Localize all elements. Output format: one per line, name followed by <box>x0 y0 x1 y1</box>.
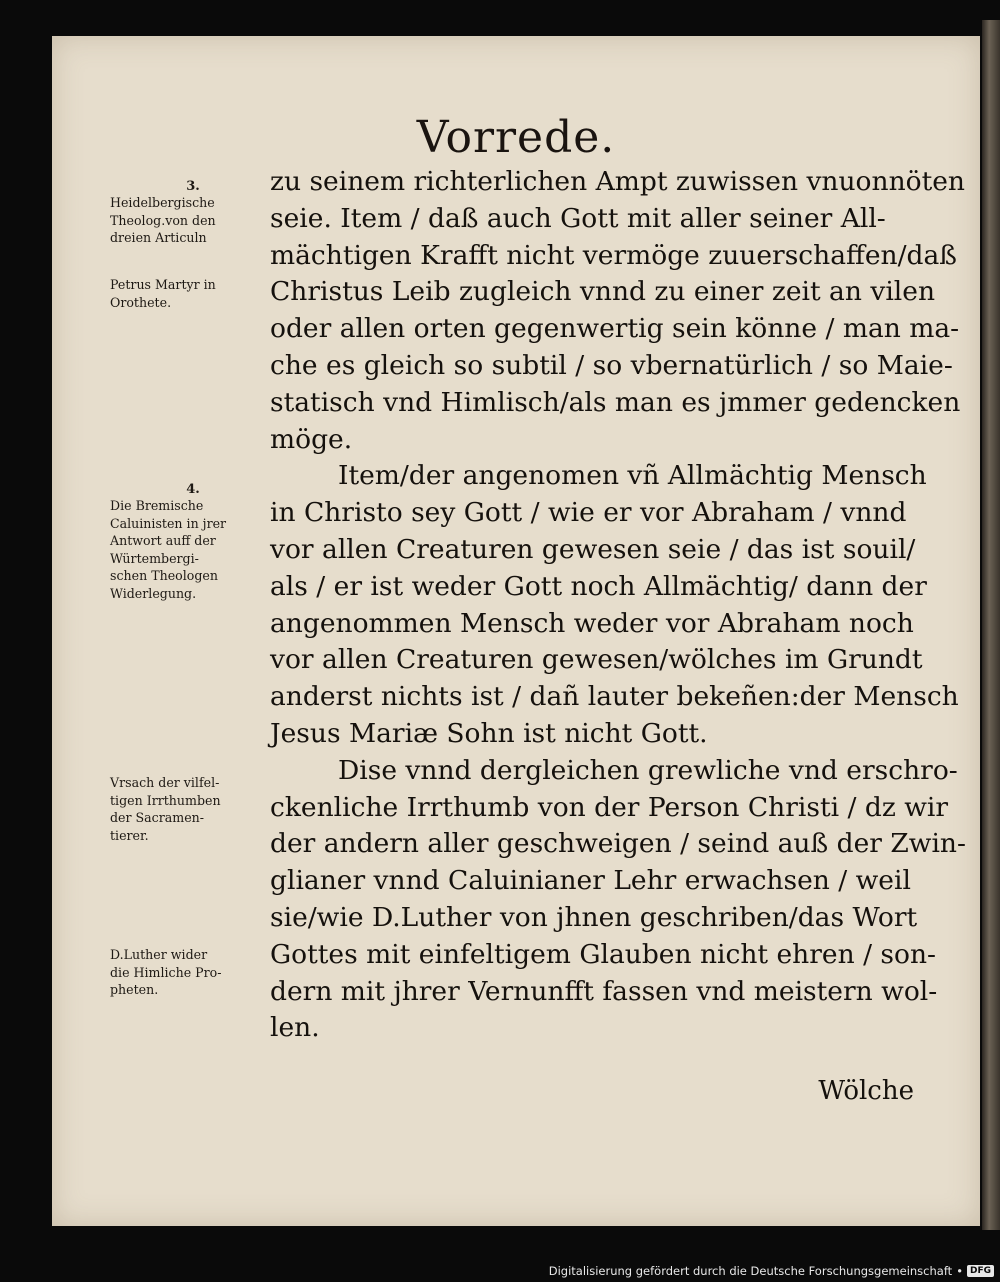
text-line: che es gleich so subtil / so vbernatürlich / so Maie- <box>270 349 953 381</box>
margin-note-number: 3. <box>186 179 200 194</box>
text-line: in Christo sey Gott / wie er vor Abraham / vnnd <box>270 497 907 529</box>
text-line: der andern aller geschweigen / seind auß der Zwin- <box>270 828 966 860</box>
margin-note-line: Petrus Martyr in <box>110 277 216 292</box>
text-line: Dise vnnd dergleichen grewliche vnd erschro- <box>338 754 958 786</box>
credit-text: Digitalisierung gefördert durch die Deutsche Forschungsgemeinschaft <box>548 1264 953 1278</box>
margin-note-number: 4. <box>186 482 200 497</box>
margin-note <box>110 774 276 844</box>
text-line: anderst nichts ist / dañ lauter bekeñen:der Mensch <box>270 681 959 713</box>
margin-note-line: der Sacramen- <box>110 810 205 825</box>
text-line: statisch vnd Himlisch/als man es jmmer gedencken <box>270 386 961 418</box>
text-line: glianer vnnd Caluinianer Lehr erwachsen / weil <box>270 865 911 897</box>
text-line: Gottes mit einfeltigem Glauben nicht ehren / son- <box>270 938 937 970</box>
text-line: als / er ist weder Gott noch Allmächtig/ dann der <box>270 570 927 602</box>
main-text-block <box>270 164 966 1047</box>
margin-note-line: Widerlegung. <box>110 585 197 601</box>
text-line: len. <box>270 1012 320 1044</box>
margin-note-line: tierer. <box>110 827 149 843</box>
margin-note-line: Theolog.von den <box>110 212 216 228</box>
margin-note-line: tigen Irrthumben <box>110 792 221 808</box>
margin-note-line: Vrsach der vilfel- <box>110 775 220 790</box>
text-line: zu seinem richterlichen Ampt zuwissen vnuonnöten <box>270 166 966 197</box>
margin-note-line: Die Bremische <box>110 498 204 513</box>
margin-note-line: pheten. <box>110 982 159 997</box>
text-line: möge. <box>270 423 353 455</box>
text-line: angenommen Mensch weder vor Abraham noch <box>270 607 914 639</box>
catchword: Wölche <box>818 1076 914 1106</box>
margin-note-line: Würtembergi- <box>110 550 199 566</box>
text-line: seie. Item / daß auch Gott mit aller seiner All- <box>270 202 886 234</box>
text-line: vor allen Creaturen gewesen seie / das ist souil/ <box>270 533 916 565</box>
text-line: vor allen Creaturen gewesen/wölches im Grundt <box>270 644 923 676</box>
separator-dot: • <box>956 1264 963 1278</box>
margin-note-line: die Himliche Pro- <box>110 964 222 980</box>
margin-note-line: dreien Articuln <box>110 230 207 245</box>
margin-note-line: schen Theologen <box>110 568 218 583</box>
text-line: ckenliche Irrthumb von der Person Christi / dz wir <box>270 791 949 823</box>
page-edge <box>982 20 1000 1230</box>
dfg-logo-icon: DFG <box>967 1265 994 1277</box>
margin-note-line: Caluinisten in jrer <box>110 515 227 531</box>
margin-note-line: Orothete. <box>110 294 172 310</box>
margin-note <box>110 179 276 247</box>
text-line: dern mit jhrer Vernunfft fassen vnd meistern wol- <box>270 975 938 1007</box>
text-line: sie/wie D.Luther von jhnen geschriben/das Wort <box>270 901 918 933</box>
text-line: oder allen orten gegenwertig sein könne / man ma- <box>270 313 960 345</box>
margin-note <box>110 276 276 311</box>
text-line: mächtigen Krafft nicht vermöge zuuerschaffen/daß <box>270 239 957 271</box>
scanned-page <box>52 36 980 1226</box>
margin-note-line: Heidelbergische <box>110 195 215 210</box>
text-line: Christus Leib zugleich vnnd zu einer zeit an vilen <box>270 276 936 308</box>
page-header: Vorrede. <box>416 112 616 163</box>
text-line: Jesus Mariæ Sohn ist nicht Gott. <box>270 717 708 749</box>
text-line: Item/der angenomen vñ Allmächtig Mensch <box>338 460 927 492</box>
margin-note <box>110 482 276 602</box>
margin-note <box>110 946 276 999</box>
margin-note-line: Antwort auff der <box>110 533 216 548</box>
margin-note-line: D.Luther wider <box>110 947 208 962</box>
digitization-credit <box>549 1264 994 1278</box>
